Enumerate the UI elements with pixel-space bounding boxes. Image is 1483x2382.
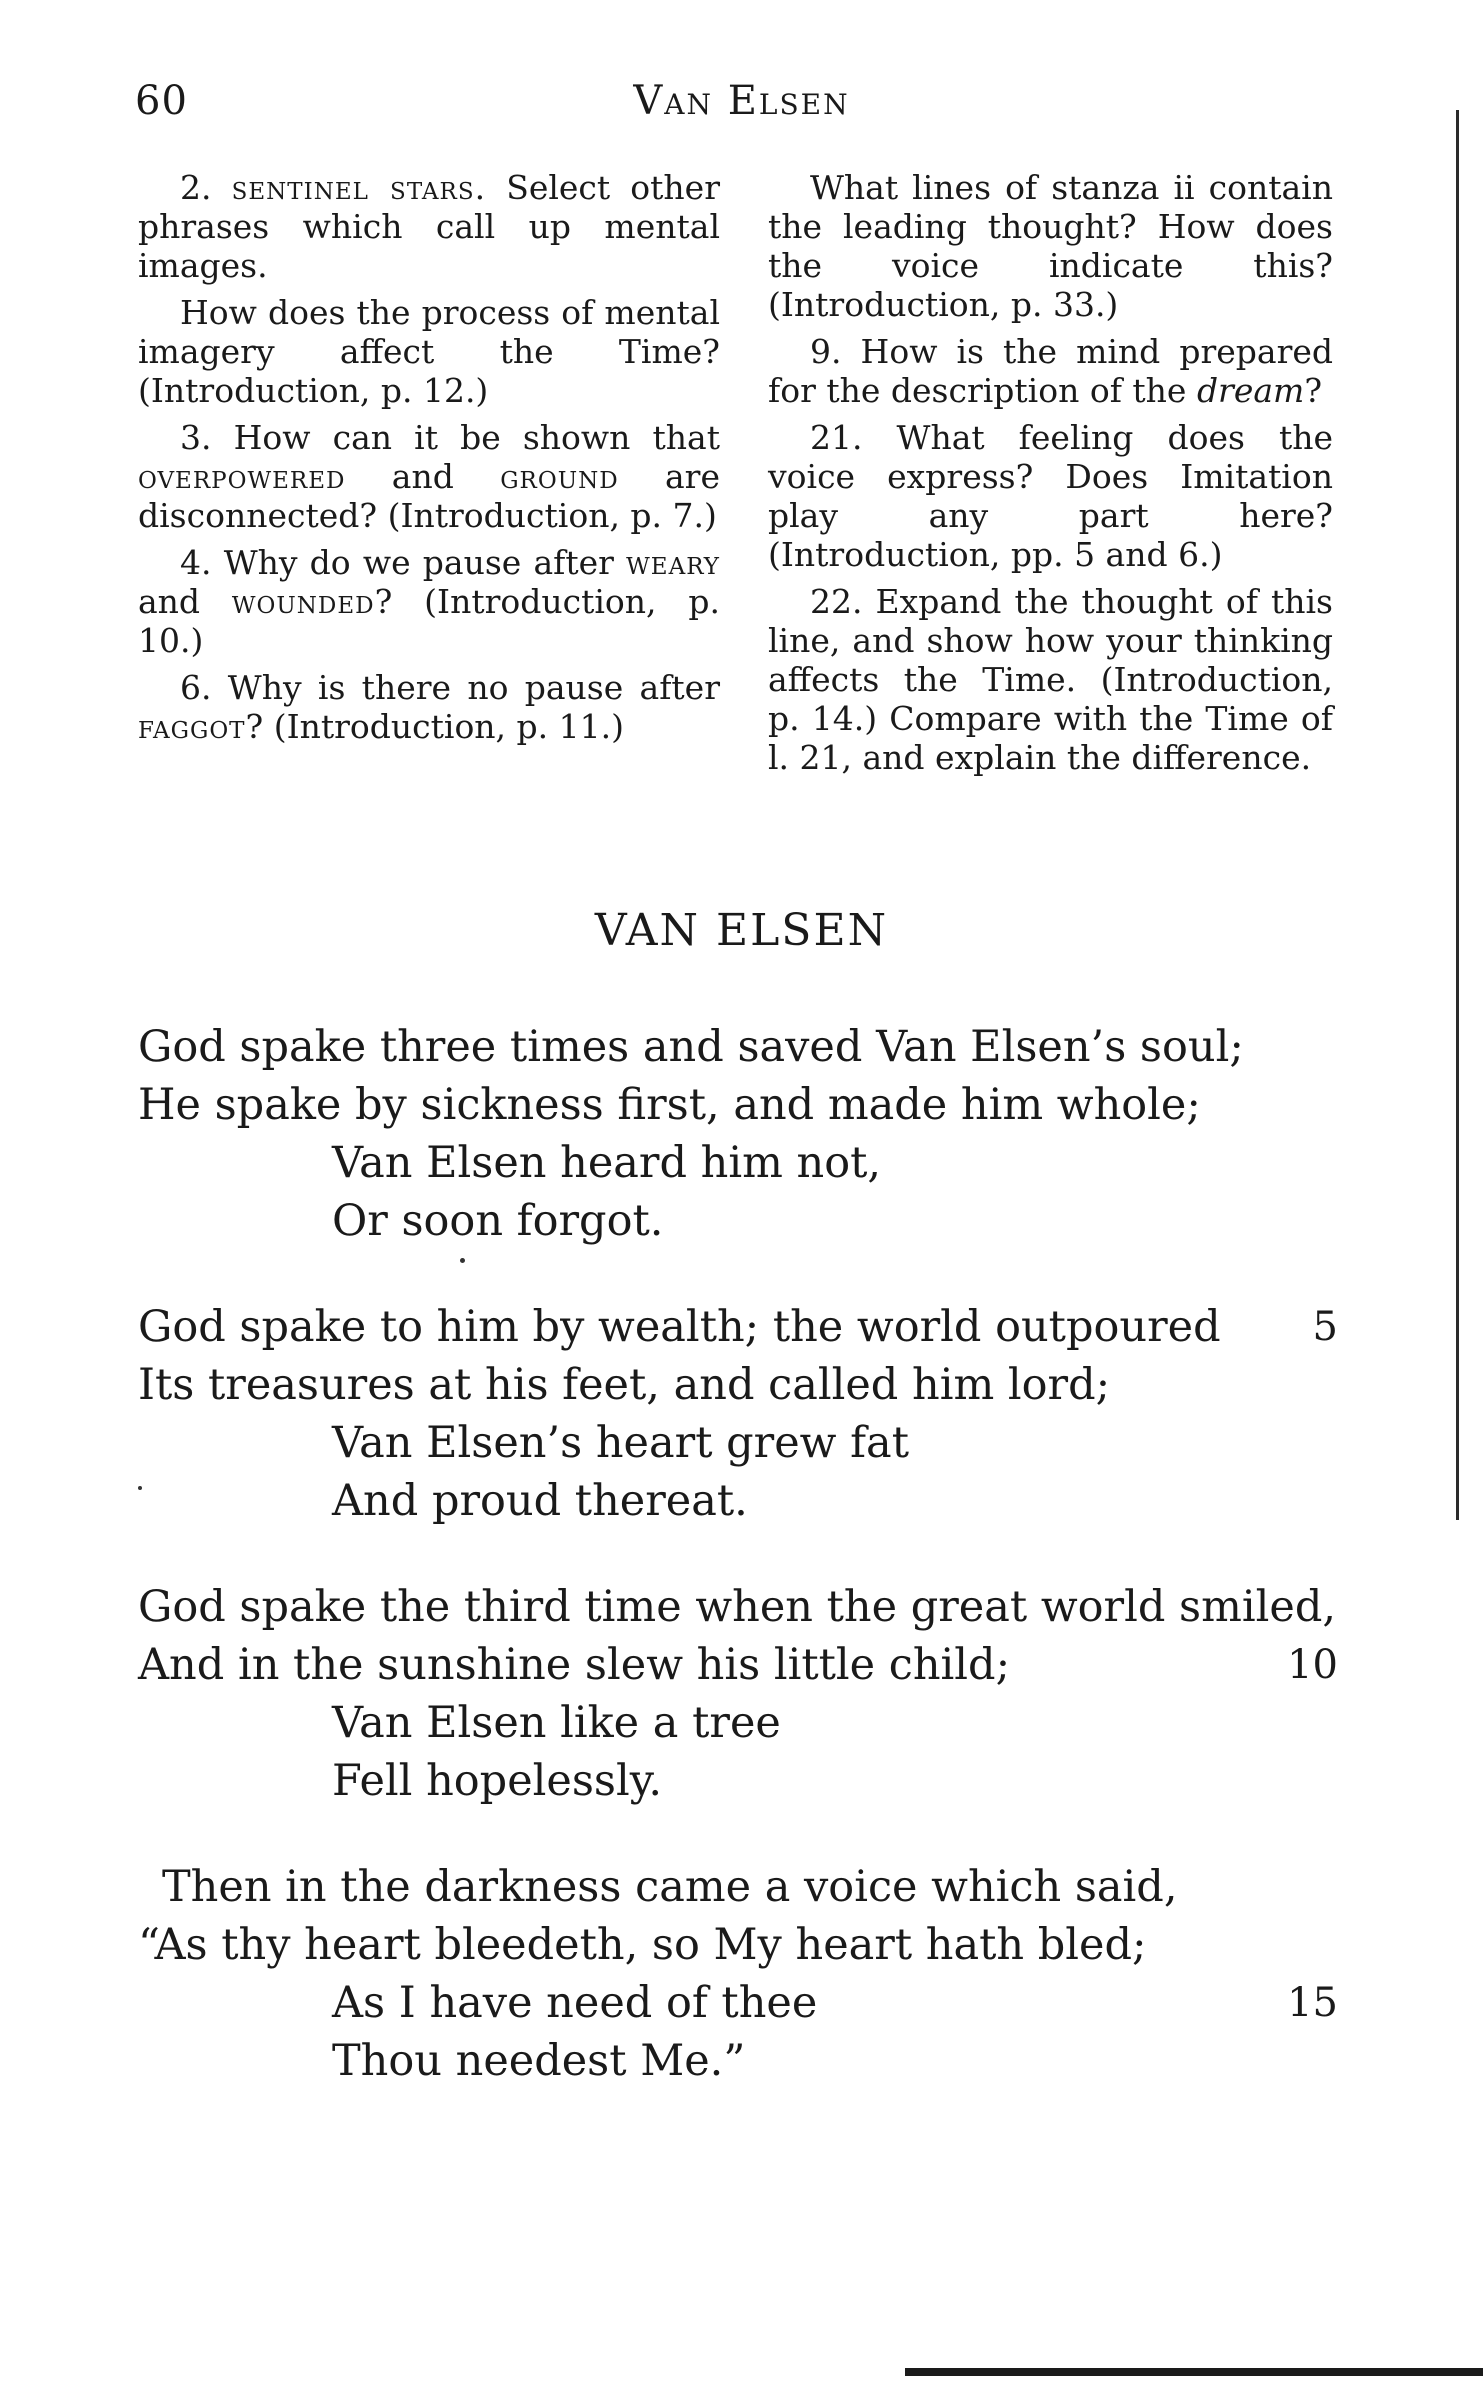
note-text: are disconnected? (Introduction, p. 7.) bbox=[138, 457, 720, 535]
note-number: 4. bbox=[180, 543, 212, 582]
stanza-3 bbox=[138, 1578, 1338, 1810]
line-text: God spake the third time when the great world smiled, bbox=[138, 1582, 1337, 1632]
poem-line bbox=[138, 1752, 1338, 1810]
study-notes-right bbox=[768, 168, 1333, 777]
note-text: What feeling does the voice express? Does Imitation play any part here? (Introduction, pp. 5 and 6.) bbox=[768, 418, 1333, 574]
poem-title: VAN ELSEN bbox=[594, 905, 889, 956]
bottom-edge-mark bbox=[905, 2368, 1483, 2376]
poem-line bbox=[138, 1298, 1338, 1356]
line-number: 15 bbox=[1287, 1980, 1338, 2026]
note-text: and bbox=[345, 457, 501, 496]
poem-line bbox=[138, 1414, 1338, 1472]
note-stanza-ii bbox=[768, 168, 1333, 324]
line-text: And in the sunshine slew his little child; bbox=[138, 1640, 1011, 1690]
line-number: 10 bbox=[1287, 1642, 1338, 1688]
line-text: Then in the darkness came a voice which said, bbox=[162, 1862, 1178, 1912]
line-number: 5 bbox=[1312, 1304, 1338, 1350]
line-text: And proud thereat. bbox=[332, 1476, 748, 1526]
line-text: He spake by sickness first, and made him whole; bbox=[138, 1080, 1201, 1130]
line-text: As I have need of thee bbox=[332, 1978, 818, 2028]
line-text: Van Elsen like a tree bbox=[332, 1698, 781, 1748]
note-4 bbox=[138, 543, 720, 660]
stanza-1 bbox=[138, 1018, 1338, 1250]
note-3 bbox=[138, 418, 720, 535]
note-term: weary bbox=[626, 543, 720, 582]
note-21 bbox=[768, 418, 1333, 574]
poem-body bbox=[138, 1018, 1338, 2138]
study-notes-left bbox=[138, 168, 720, 746]
note-imagery bbox=[138, 293, 720, 410]
note-2 bbox=[138, 168, 720, 285]
page-number: 60 bbox=[135, 78, 188, 124]
stanza-4 bbox=[138, 1858, 1338, 2090]
line-text: Fell hopelessly. bbox=[332, 1756, 662, 1806]
line-text: Van Elsen’s heart grew fat bbox=[332, 1418, 909, 1468]
line-text: Thou needest Me.” bbox=[332, 2036, 746, 2086]
line-text: God spake three times and saved Van Elsen’s soul; bbox=[138, 1022, 1244, 1072]
note-text: Expand the thought of this line, and show how your thinking affects the Time. (Introduction, p. 14.) Compare with the Time of l. 21, and explain the difference. bbox=[768, 582, 1333, 777]
note-number: 2. bbox=[180, 168, 212, 207]
note-term: wounded bbox=[231, 582, 375, 621]
poem-line bbox=[138, 2032, 1338, 2090]
poem-line bbox=[138, 1192, 1338, 1250]
poem-line bbox=[138, 1974, 1338, 2032]
note-text: What lines of stanza ii contain the leading thought? How does the voice indicate this? (Introduction, p. 33.) bbox=[768, 168, 1333, 324]
poem-line bbox=[138, 1694, 1338, 1752]
note-text: Why do we pause after bbox=[223, 543, 614, 582]
ink-speck bbox=[138, 1486, 142, 1490]
note-text: How can it be shown that bbox=[233, 418, 720, 457]
note-text: ? bbox=[1304, 371, 1323, 410]
running-head: Van Elsen bbox=[633, 78, 850, 124]
note-text: Select other phrases which call up mental images. bbox=[138, 168, 720, 285]
note-text: ? (Introduction, p. 10.) bbox=[138, 582, 720, 660]
note-22 bbox=[768, 582, 1333, 777]
note-text: How is the mind prepared for the description of the bbox=[768, 332, 1333, 410]
note-term: faggot bbox=[138, 707, 246, 746]
note-emphasis: dream bbox=[1196, 371, 1305, 410]
poem-line bbox=[138, 1578, 1338, 1636]
poem-line bbox=[138, 1472, 1338, 1530]
line-text: Van Elsen heard him not, bbox=[332, 1138, 882, 1188]
line-text: “As thy heart bleedeth, so My heart hath bled; bbox=[138, 1920, 1147, 1970]
page-edge-rule bbox=[1456, 110, 1459, 1520]
line-text: Or soon forgot. bbox=[332, 1196, 664, 1246]
note-text: and bbox=[138, 582, 232, 621]
line-text: God spake to him by wealth; the world outpoured bbox=[138, 1302, 1221, 1352]
note-number: 21. bbox=[810, 418, 863, 457]
poem-line bbox=[138, 1636, 1338, 1694]
note-term: ground bbox=[500, 457, 619, 496]
note-term: overpowered bbox=[138, 457, 346, 496]
poem-line bbox=[138, 1134, 1338, 1192]
note-term: sentinel stars. bbox=[231, 168, 487, 207]
note-number: 6. bbox=[180, 668, 212, 707]
note-text: Why is there no pause after bbox=[227, 668, 720, 707]
note-text: ? (Introduction, p. 11.) bbox=[245, 707, 625, 746]
note-number: 3. bbox=[180, 418, 212, 457]
note-number: 9. bbox=[810, 332, 842, 371]
poem-line bbox=[138, 1916, 1338, 1974]
poem-line bbox=[138, 1018, 1338, 1076]
poem-line bbox=[138, 1356, 1338, 1414]
poem-line bbox=[138, 1076, 1338, 1134]
line-text: Its treasures at his feet, and called him lord; bbox=[138, 1360, 1111, 1410]
note-9 bbox=[768, 332, 1333, 410]
ink-speck bbox=[460, 1258, 465, 1263]
poem-line bbox=[138, 1858, 1338, 1916]
stanza-2 bbox=[138, 1298, 1338, 1530]
note-text: How does the process of mental imagery affect the Time? (Introduction, p. 12.) bbox=[138, 293, 720, 410]
note-6 bbox=[138, 668, 720, 746]
note-number: 22. bbox=[810, 582, 863, 621]
